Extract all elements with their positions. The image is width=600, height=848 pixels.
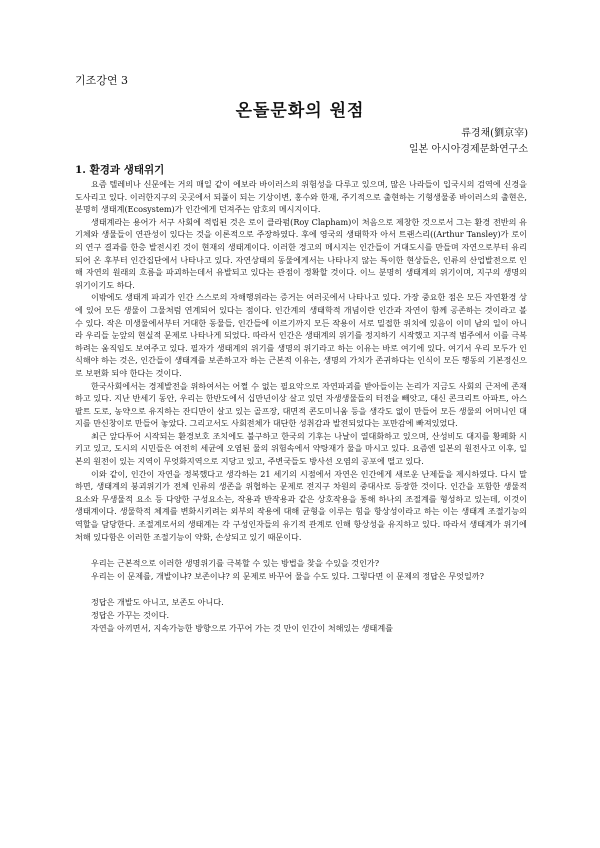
question-paragraph: 우리는 근본적으로 이러한 생명위기를 극복할 수 있는 방법을 찾을 수있을 것인가? xyxy=(91,558,380,569)
answer-line: 자연을 아끼면서, 지속가능한 방향으로 가꾸어 가는 것 만이 인간이 처해있는 생태계를 xyxy=(91,622,393,633)
answer-line: 정답은 개발도 아니고, 보존도 아니다. xyxy=(91,597,224,608)
paragraph: 한국사회에서는 경제발전을 위하여서는 어쩔 수 없는 필요악으로 자연파괴를 받아들이는 논리가 지금도 사회의 근저에 존재하고 있다. 지난 반세기 동안, 우리는 한반도에서 십만년이상 살고 있던 자생생물들의 터전을 빼앗고, 대신 콘크리트 아파트, 아스팔트 도로, 농약으로 유지하는 잔디만이 살고 있는 골프장, 대면적 콘도미니움 등을 생각도 없이 만들어 모든 생물의 어머니인 대지를 만신창이로 만들어 놓았다. 그리고서도 사회전체가 대단한 성취감과 발전되었다는 포만감에 빠져있었다. xyxy=(75,380,527,429)
paragraph: 생태계라는 용어가 서구 사회에 적립된 것은 로이 클라펌(Roy Clapham)이 처음으로 제창한 것으로서 그는 환경 전반의 유기체와 생물들이 연관성이 있다는 것을 이론적으로 주장하였다. 후에 영국의 생태학자 아서 트랜스리((Arthur Tansley)가 로이의 연구 결과를 한층 발전시킨 것이 현재의 생태계이다. 이러한 경고의 메시지는 인간들이 거대도시를 만들며 자연으로부터 유리되어 온 후부터 인간집단에서 나타나고 있다. 자연상태의 동물에게서는 나타나지 않는 특이한 현상들은, 인류의 산업발전으로 인해 자연의 원래의 흐름을 파괴하는데서 유발되고 있다는 관점이 정확할 것이다. 이느 분명히 생태계의 위기이며, 지구의 생명의 위기이기도 하다. xyxy=(75,216,527,290)
paragraph: 요즘 텔레비나 신문에는 거의 매일 같이 에보라 바이러스의 위험성을 다루고 있으며, 많은 나라들이 입국시의 검역에 신경을 도사리고 있다. 이러한지구의 곳곳에서 되풀이 되는 기상이변, 홍수와 한재, 주기적으로 출현하는 기형생물종 바이러스의 출현은, 분명히 생태계(Ecosystem)가 인간에게 던져주는 암호의 메시지이다. xyxy=(75,179,527,215)
author-name: 류경채(劉京宰) xyxy=(461,128,528,139)
body-text xyxy=(75,178,527,634)
author-affiliation: 일본 아시아경제문화연구소 xyxy=(408,144,528,155)
page-title: 온돌문화의 원점 xyxy=(235,101,365,121)
paragraph: 최근 앞다투어 시작되는 환경보호 조치에도 불구하고 한국의 기후는 나날이 열대화하고 있으며, 산성비도 대지를 황폐화 시키고 있고, 도시의 시민들은 여전히 세균에 오염된 물의 위험속에서 약탕재가 물을 마시고 있다. 요즘엔 일본의 원전사고 이후, 일본의 원전이 있는 지역이 무엇화지역으로 지당고 있고, 주변국들도 방사선 오염의 공포에 떨고 있다. xyxy=(75,430,527,467)
paragraph: 이와 같이, 인간이 자연을 정복했다고 생각하는 21 세기의 시점에서 자연은 인간에게 새로운 난제들을 제시하였다. 다시 말하면, 생태계의 붕괴위기가 전체 인류의 생존을 위협하는 문제로 전지구 차원의 중대사로 등장한 것이다. 인간을 포함한 생물적 요소와 무생물적 요소 등 다양한 구성요소는, 작용과 반작용과 같은 상호작용을 통해 하나의 조절계를 형성하고 있는데, 이것이 생태계이다. 생물학적 체계를 변화시키려는 외부의 작용에 대해 균형을 이루는 힘을 항상성이라고 하는 이는 생태계 조절기능의 역할을 담당한다. 조절계로서의 생태계는 각 구성인자들의 유기적 관계로 인해 항상성을 유지하고 있다. 따라서 생태계가 위기에 처해 있다함은 이러한 조절기능이 약화, 손상되고 있기 때문이다. xyxy=(75,468,527,542)
question-paragraph: 우리는 이 문제를, 개발이냐? 보존이냐? 의 문제로 바꾸어 물을 수도 있다. 그렇다면 이 문제의 정답은 무엇일까? xyxy=(91,570,484,581)
answer-line: 정답은 가꾸는 것이다. xyxy=(91,610,170,620)
paragraph: 이밖에도 생태계 파괴가 인간 스스로의 자해행위라는 증거는 여러곳에서 나타나고 있다. 가장 중요한 점은 모든 자연환경 상에 있어 모든 생물이 그물처럼 연계되어 있다는 점이다. 인간계의 생태학적 개념이란 인간과 자연이 함께 공존하는 것이라고 볼 수 있다. 작은 미생물에서부터 거대한 동물들, 인간들에 이르기까지 모든 작용이 서로 밀접한 위치에 있음이 이미 남의 일이 아니라 우리들 눈앞의 현실적 문제로 나타나게 되었다. 따라서 인간은 생태계의 위기를 정지하기 시작했고 지구적 범주에서 이를 극복하려는 움직임도 보여주고 있다. 필자가 생태계의 위기를 생명의 위기라고 하는 이유는 바로 여기에 있다. 여기서 우리 모두가 인식해야 하는 것은, 인간들이 생태계를 보존하고자 하는 근본적 이유는, 생명의 가치가 존귀하다는 인식이 모든 행동의 기본정신으로 보편화 되야 한다는 것이다. xyxy=(75,292,527,378)
session-label: 기조강연 3 xyxy=(75,74,128,87)
section-heading: 1. 환경과 생태위기 xyxy=(75,164,165,176)
